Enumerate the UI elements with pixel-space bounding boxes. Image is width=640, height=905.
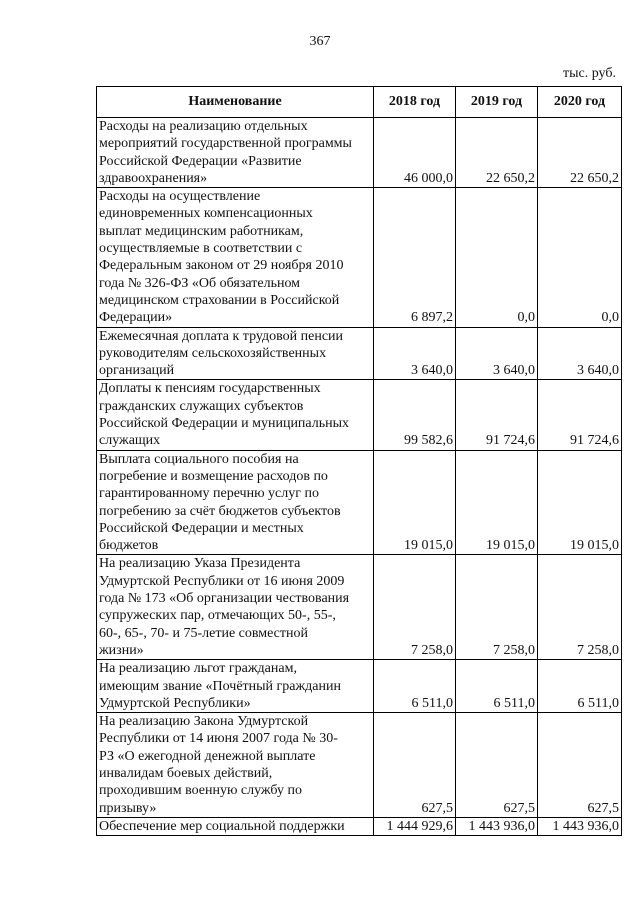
row-name-line: Российской Федерации и местных bbox=[99, 520, 304, 536]
row-name-cell bbox=[97, 660, 374, 713]
value-2018: 99 582,6 bbox=[374, 380, 456, 450]
row-name-line: Расходы на реализацию отдельных bbox=[99, 119, 308, 134]
value-2019: 6 511,0 bbox=[456, 660, 538, 713]
row-name-line: На реализацию Закона Удмуртской bbox=[99, 714, 309, 730]
budget-table bbox=[96, 86, 622, 836]
row-name-line: медицинском страховании в Российской bbox=[99, 292, 340, 308]
row-name-cell bbox=[97, 118, 374, 188]
value-2019: 0,0 bbox=[456, 188, 538, 327]
header-2019: 2019 год bbox=[456, 87, 538, 118]
row-name-cell bbox=[97, 817, 374, 835]
row-name-line: жизни» bbox=[99, 642, 144, 658]
row-name-line: Удмуртской Республики» bbox=[99, 695, 251, 711]
row-name-line: Доплаты к пенсиям государственных bbox=[99, 381, 321, 397]
row-name-cell bbox=[97, 713, 374, 818]
row-name-line: призыву» bbox=[99, 800, 157, 816]
table-row bbox=[97, 380, 622, 450]
table-row bbox=[97, 118, 622, 188]
row-name-cell bbox=[97, 327, 374, 380]
value-2018: 1 444 929,6 bbox=[374, 817, 456, 835]
table-header-row bbox=[97, 87, 622, 118]
row-name-line: Республики от 14 июня 2007 года № 30- bbox=[99, 731, 338, 747]
row-name-line: года № 173 «Об организации чествования bbox=[99, 591, 350, 607]
table-row bbox=[97, 817, 622, 835]
table-row bbox=[97, 660, 622, 713]
value-2019: 3 640,0 bbox=[456, 327, 538, 380]
table-row bbox=[97, 327, 622, 380]
units-label: тыс. руб. bbox=[563, 66, 616, 81]
table-row bbox=[97, 555, 622, 660]
value-2019: 627,5 bbox=[456, 713, 538, 818]
value-2020: 19 015,0 bbox=[538, 450, 622, 555]
value-2019: 1 443 936,0 bbox=[456, 817, 538, 835]
value-2020: 627,5 bbox=[538, 713, 622, 818]
row-name-line: Российской Федерации и муниципальных bbox=[99, 416, 350, 432]
row-name-line: Федерации» bbox=[99, 310, 173, 326]
row-name-line: Расходы на осуществление bbox=[99, 189, 261, 205]
row-name-line: бюджетов bbox=[99, 538, 159, 554]
header-2018: 2018 год bbox=[374, 87, 456, 118]
row-name-line: гарантированному перечню услуг по bbox=[99, 486, 319, 502]
row-name-line: погребению за счёт бюджетов субъектов bbox=[99, 503, 341, 519]
row-name-line: 60-, 65-, 70- и 75-летие совместной bbox=[99, 625, 308, 641]
value-2020: 3 640,0 bbox=[538, 327, 622, 380]
value-2018: 7 258,0 bbox=[374, 555, 456, 660]
value-2020: 1 443 936,0 bbox=[538, 817, 622, 835]
value-2019: 91 724,6 bbox=[456, 380, 538, 450]
row-name-line: Федеральным законом от 29 ноября 2010 bbox=[99, 258, 344, 274]
value-2018: 19 015,0 bbox=[374, 450, 456, 555]
table-row bbox=[97, 713, 622, 818]
value-2018: 6 511,0 bbox=[374, 660, 456, 713]
header-name: Наименование bbox=[97, 87, 374, 118]
row-name-line: Ежемесячная доплата к трудовой пенсии bbox=[99, 328, 344, 344]
row-name-line: выплат медицинским работникам, bbox=[99, 223, 304, 239]
value-2020: 22 650,2 bbox=[538, 118, 622, 188]
value-2019: 7 258,0 bbox=[456, 555, 538, 660]
row-name-line: Российской Федерации «Развитие bbox=[99, 153, 302, 169]
row-name-line: РЗ «О ежегодной денежной выплате bbox=[99, 748, 316, 764]
row-name-line: имеющим звание «Почётный гражданин bbox=[99, 678, 341, 694]
value-2019: 22 650,2 bbox=[456, 118, 538, 188]
row-name-line: инвалидам боевых действий, bbox=[99, 765, 273, 781]
row-name-line: руководителям сельскохозяйственных bbox=[99, 345, 327, 361]
value-2018: 6 897,2 bbox=[374, 188, 456, 327]
row-name-line: погребение и возмещение расходов по bbox=[99, 468, 328, 484]
row-name-cell bbox=[97, 450, 374, 555]
row-name-line: Выплата социального пособия на bbox=[99, 451, 299, 467]
row-name-cell bbox=[97, 188, 374, 327]
row-name-line: служащих bbox=[99, 433, 161, 449]
table-body bbox=[97, 118, 622, 836]
value-2018: 46 000,0 bbox=[374, 118, 456, 188]
row-name-line: проходившим военную службу по bbox=[99, 783, 302, 799]
row-name-line: На реализацию льгот гражданам, bbox=[99, 661, 297, 677]
value-2020: 0,0 bbox=[538, 188, 622, 327]
row-name-line: осуществляемые в соответствии с bbox=[99, 241, 303, 257]
row-name-line: На реализацию Указа Президента bbox=[99, 556, 301, 572]
row-name-line: Удмуртской Республики от 16 июня 2009 bbox=[99, 573, 345, 589]
row-name-line: супружеских пар, отмечающих 50-, 55-, bbox=[99, 608, 336, 624]
row-name-line: здравоохранения» bbox=[99, 170, 208, 186]
row-name-cell bbox=[97, 380, 374, 450]
value-2020: 6 511,0 bbox=[538, 660, 622, 713]
table-row bbox=[97, 450, 622, 555]
value-2018: 627,5 bbox=[374, 713, 456, 818]
row-name-line: организаций bbox=[99, 363, 175, 379]
page-number: 367 bbox=[309, 34, 331, 49]
row-name-line: мероприятий государственной программы bbox=[99, 136, 352, 152]
value-2020: 91 724,6 bbox=[538, 380, 622, 450]
table-row bbox=[97, 188, 622, 327]
row-name-line: единовременных компенсационных bbox=[99, 206, 313, 222]
value-2019: 19 015,0 bbox=[456, 450, 538, 555]
value-2020: 7 258,0 bbox=[538, 555, 622, 660]
value-2018: 3 640,0 bbox=[374, 327, 456, 380]
header-2020: 2020 год bbox=[538, 87, 622, 118]
row-name-line: года № 326-ФЗ «Об обязательном bbox=[99, 275, 301, 291]
row-name-line: Обеспечение мер социальной поддержки bbox=[99, 818, 345, 834]
row-name-cell bbox=[97, 555, 374, 660]
row-name-line: гражданских служащих субъектов bbox=[99, 398, 304, 414]
